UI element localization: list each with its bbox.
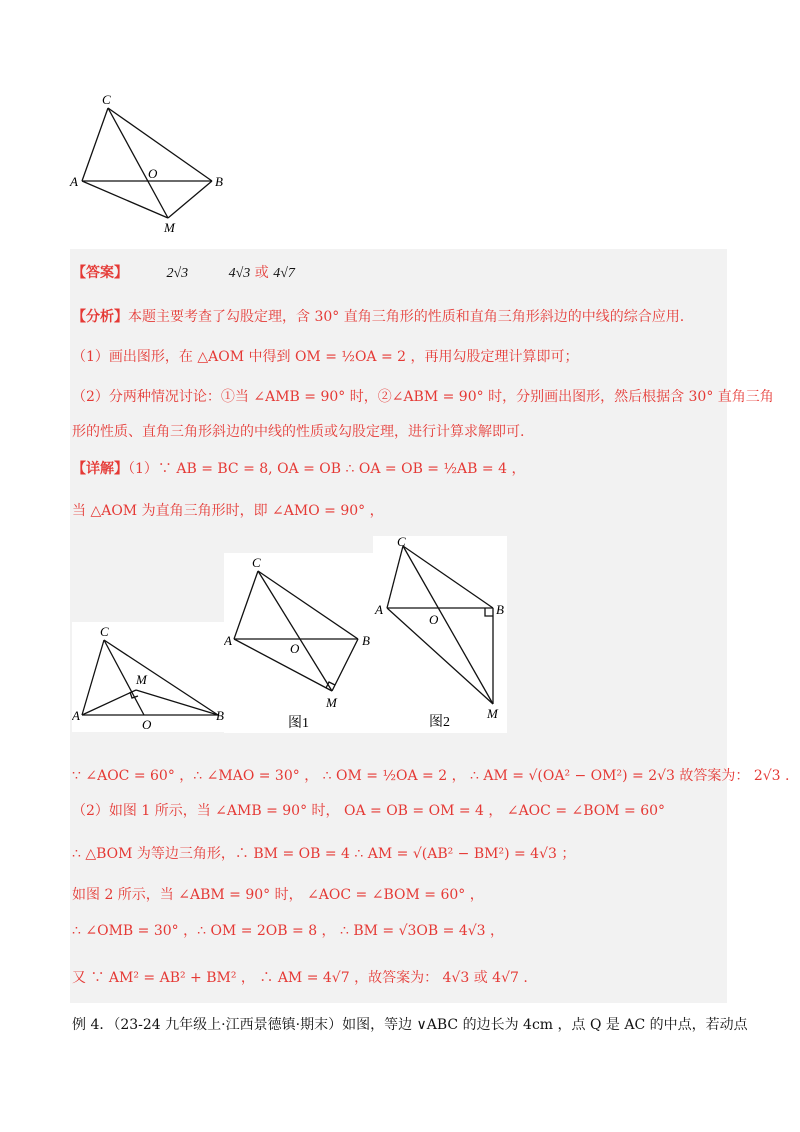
figure-2-box <box>373 536 507 733</box>
detail-line-5: ∴ △BOM 为等边三角形，∴ BM = OB = 4 ∴ AM = √(AB² − BM²) = 4√3 ； <box>72 846 576 862</box>
detail-line-6: 如图 2 所示，当 ∠ABM = 90° 时， ∠AOC = ∠BOM = 60° ， <box>72 887 484 903</box>
fig0-label-c: C <box>100 624 109 639</box>
detail-line-8: 又 ∵ AM² = AB² + BM² ， ∴ AM = 4√7 ，故答案为： 4√3 或 4√7 . <box>72 970 528 986</box>
label-c: C <box>102 92 111 107</box>
fig2-label-o: O <box>429 612 439 627</box>
answer-value-2: 4√3 <box>228 266 251 281</box>
fig0-label-m: M <box>136 672 147 687</box>
fig0-label-a: A <box>72 708 80 723</box>
figure-0-box <box>72 622 232 732</box>
fig1-label-b: B <box>362 633 370 648</box>
label-a: A <box>70 174 78 189</box>
detail-line-7: ∴ ∠OMB = 30° ，∴ OM = 2OB = 8 ， ∴ BM = √3OB = 4√3 ， <box>72 923 505 939</box>
fig1-label-o: O <box>290 641 300 656</box>
figure-0 <box>72 622 232 732</box>
detail-line-3: ∵ ∠AOC = 60° ，∴ ∠MAO = 30° ， ∴ OM = ½OA = 2 ， ∴ AM = √(OA² − OM²) = 2√3 故答案为： 2√3 . <box>72 768 790 784</box>
analysis-line-1 <box>72 306 684 328</box>
label-m: M <box>164 220 175 235</box>
answer-line <box>72 262 295 285</box>
answer-tag: 【答案】 <box>72 265 128 281</box>
analysis-tag: 【分析】 <box>72 309 128 325</box>
analysis-text-1: 本题主要考查了勾股定理，含 30° 直角三角形的性质和直角三角形斜边的中线的综合应用. <box>128 309 685 325</box>
answer-or: 或 <box>254 265 269 281</box>
fig0-label-o: O <box>142 717 152 732</box>
analysis-line-2: （1）画出图形，在 △AOM 中得到 OM = ½OA = 2 ，再用勾股定理计算即可； <box>72 349 579 365</box>
label-o: O <box>148 166 158 181</box>
detail-line-4: （2）如图 1 所示，当 ∠AMB = 90° 时， OA = OB = OM = 4 ， ∠AOC = ∠BOM = 60° <box>72 803 666 819</box>
fig2-label-b: B <box>496 602 504 617</box>
fig1-caption: 图1 <box>288 716 309 731</box>
detail-line-1 <box>72 458 525 480</box>
fig2-label-m: M <box>487 706 498 721</box>
figure-1-box <box>224 553 374 733</box>
answer-value-3: 4√7 <box>273 266 295 281</box>
fig1-label-a: A <box>224 633 232 648</box>
fig0-label-b: B <box>216 708 224 723</box>
fig1-label-c: C <box>252 555 261 570</box>
fig2-caption: 图2 <box>429 715 450 730</box>
figure-1 <box>224 553 374 733</box>
label-b: B <box>215 174 223 189</box>
detail-text-1: （1）∵ AB = BC = 8, OA = OB ∴ OA = OB = ½AB = 4 ， <box>128 461 526 477</box>
figure-2 <box>373 536 507 733</box>
analysis-line-4: 形的性质、直角三角形斜边的中线的性质或勾股定理，进行计算求解即可. <box>72 424 525 440</box>
answer-value-1: 2√3 <box>166 266 189 281</box>
fig1-label-m: M <box>326 695 337 710</box>
fig2-label-a: A <box>375 602 383 617</box>
detail-line-2: 当 △AOM 为直角三角形时，即 ∠AMO = 90° ， <box>72 503 384 519</box>
top-figure <box>60 88 240 238</box>
example-4-line: 例 4．（23-24 九年级上·江西景德镇·期末）如图，等边 ∨ABC 的边长为 4cm ，点 Q 是 AC 的中点，若动点 <box>72 1017 748 1033</box>
detail-tag: 【详解】 <box>72 461 128 477</box>
fig2-label-c: C <box>397 536 406 549</box>
analysis-line-3: （2）分两种情况讨论：①当 ∠AMB = 90° 时，②∠ABM = 90° 时，分别画出图形，然后根据含 30° 直角三角 <box>72 389 774 405</box>
